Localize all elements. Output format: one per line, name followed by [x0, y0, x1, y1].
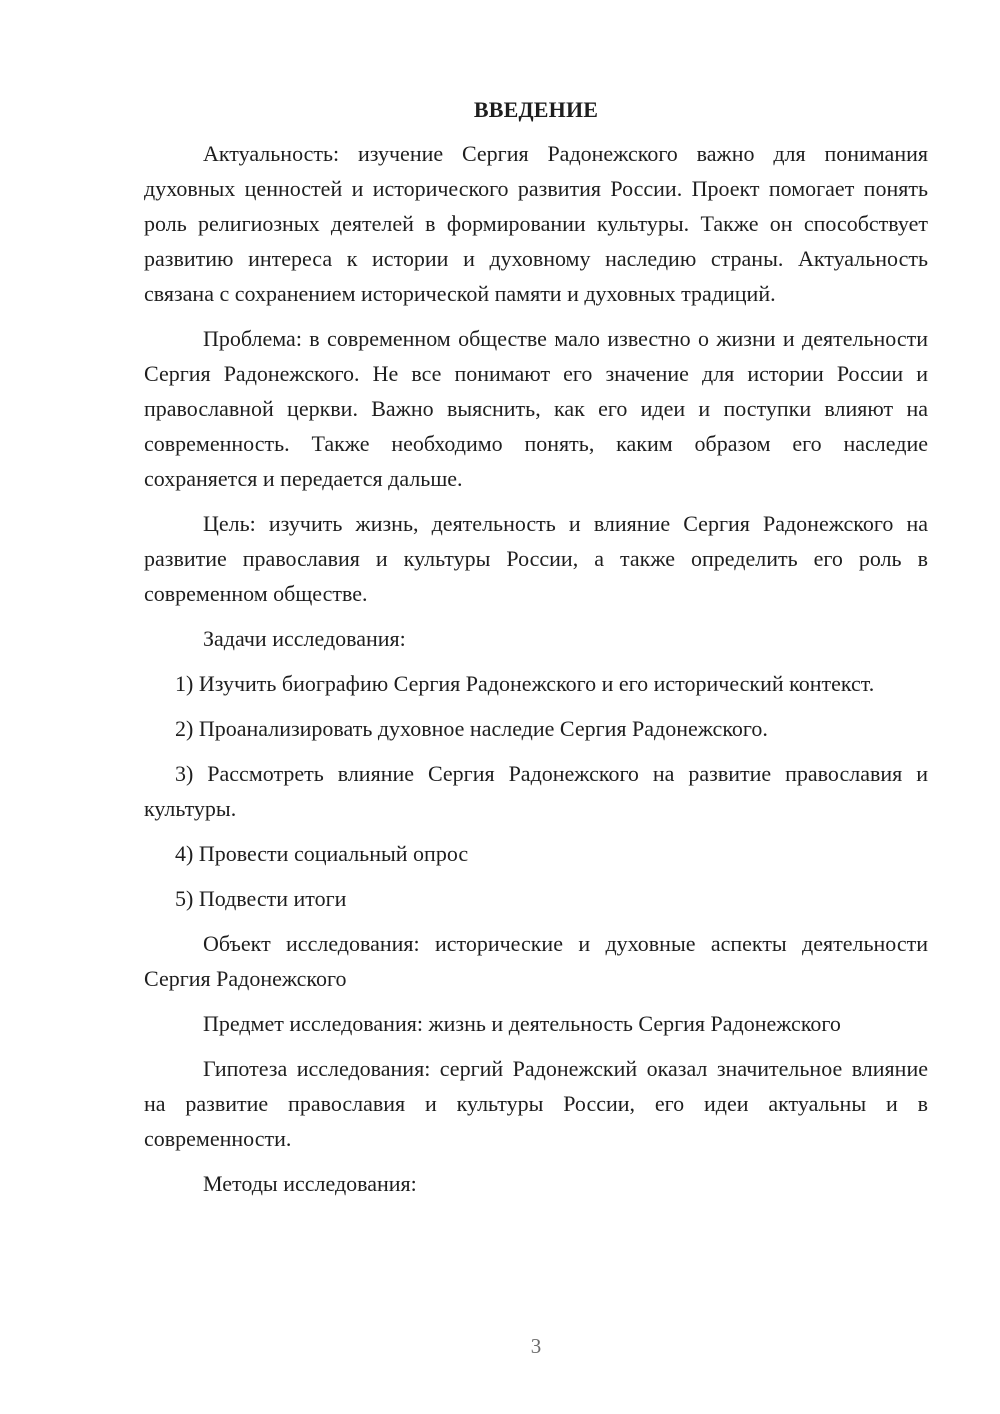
paragraph-hypothesis: Гипотеза исследования: сергий Радонежский оказал значительное влияние на развитие православия и культуры России, его идеи актуальны и в современности. — [144, 1056, 928, 1151]
paragraph-relevance: Актуальность: изучение Сергия Радонежского важно для понимания духовных ценностей и исторического развития России. Проект помогает понять роль религиозных деятелей в формировании культуры. Также он способствует развитию интереса к истории и духовному наследию страны. Актуальность связана с сохранением исторической памяти и духовных традиций. — [144, 141, 928, 306]
task-item-3: 3) Рассмотреть влияние Сергия Радонежского на развитие православия и культуры. — [144, 761, 928, 821]
paragraph-problem: Проблема: в современном обществе мало известно о жизни и деятельности Сергия Радонежского. Не все понимают его значение для истории России и православной церкви. Важно выяснить, как его идеи и поступки влияют на современность. Также необходимо понять, каким образом его наследие сохраняется и передается дальше. — [144, 326, 928, 491]
tasks-heading: Задачи исследования: — [203, 626, 406, 651]
task-item-4: 4) Провести социальный опрос — [175, 841, 469, 866]
paragraph-object: Объект исследования: исторические и духовные аспекты деятельности Сергия Радонежского — [144, 931, 928, 991]
page-number: 3 — [530, 1334, 542, 1358]
paragraph-methods: Методы исследования: — [203, 1171, 417, 1196]
document-page — [144, 92, 928, 1211]
task-item-1: 1) Изучить биографию Сергия Радонежского и его исторический контекст. — [175, 671, 875, 696]
paragraph-subject: Предмет исследования: жизнь и деятельность Сергия Радонежского — [203, 1011, 841, 1036]
paragraph-goal: Цель: изучить жизнь, деятельность и влияние Сергия Радонежского на развитие православия и культуры России, а также определить его роль в современном обществе. — [144, 511, 928, 606]
section-title: ВВЕДЕНИЕ — [473, 97, 599, 122]
task-item-2: 2) Проанализировать духовное наследие Сергия Радонежского. — [175, 716, 768, 741]
task-item-5: 5) Подвести итоги — [175, 886, 347, 911]
